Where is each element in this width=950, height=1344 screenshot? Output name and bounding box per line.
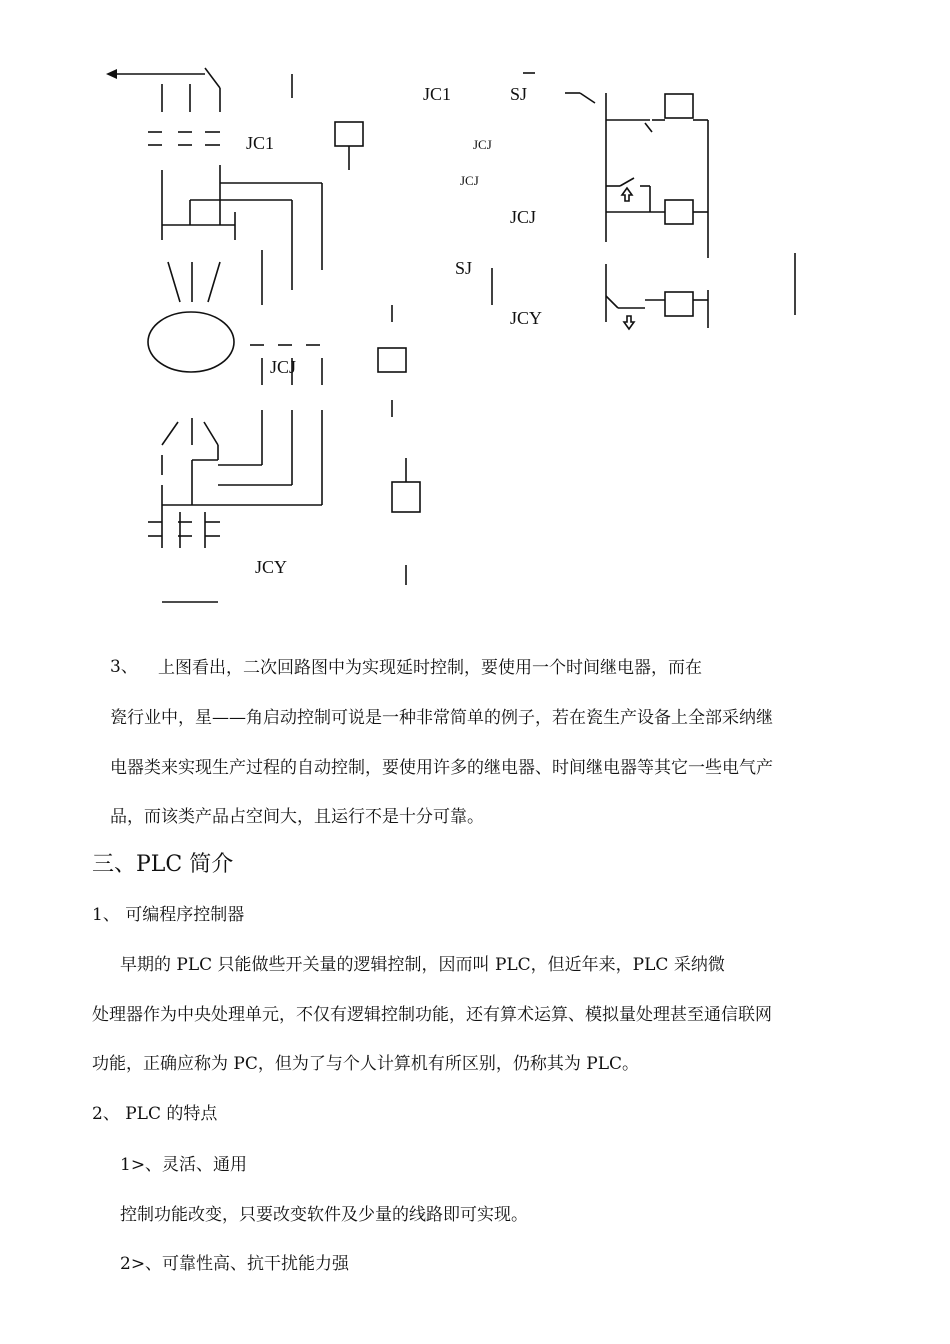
- label-sj-top: SJ: [510, 84, 528, 104]
- paragraph-1-line-2: 处理器作为中央处理单元，不仅有逻辑控制功能，还有算术运算、模拟量处理甚至通信联网: [92, 1005, 772, 1025]
- label-jcj-small-2: JCJ: [460, 173, 479, 188]
- label-jc1-main: JC1: [246, 133, 275, 153]
- paragraph-3-line-1: 上图看出，二次回路图中为实现延时控制，要使用一个时间继电器，而在: [158, 658, 702, 678]
- control-circuit: [492, 73, 795, 329]
- motor-symbol: [148, 312, 234, 372]
- label-jcy-main: JCY: [255, 557, 288, 577]
- label-jcj-ctrl: JCJ: [510, 207, 537, 227]
- label-jcj-small-1: JCJ: [473, 137, 492, 152]
- section-heading: 三、PLC 简介: [92, 852, 234, 877]
- item-1-title: 1>、灵活、通用: [120, 1155, 248, 1175]
- paragraph-3-line-2: 瓷行业中，星——角启动控制可说是一种非常简单的例子，若在瓷生产设备上全部采纳继: [110, 708, 773, 728]
- paragraph-3-line-4: 品，而该类产品占空间大，且运行不是十分可靠。: [110, 807, 484, 827]
- item-1-description: 控制功能改变，只要改变软件及少量的线路即可实现。: [120, 1205, 528, 1225]
- paragraph-3-number: 3、: [110, 657, 138, 677]
- label-jcy-ctrl: JCY: [510, 308, 543, 328]
- subheading-2: 2、 PLC 的特点: [92, 1104, 218, 1124]
- paragraph-1-line-1: 早期的 PLC 只能做些开关量的逻辑控制，因而叫 PLC，但近年来，PLC 采纳微: [120, 955, 725, 975]
- label-sj-mid: SJ: [455, 258, 473, 278]
- item-2-title: 2>、可靠性高、抗干扰能力强: [120, 1254, 350, 1274]
- paragraph-1-line-3: 功能，正确应称为 PC，但为了与个人计算机有所区别，仍称其为 PLC。: [92, 1054, 639, 1074]
- label-jcj-main: JCJ: [270, 357, 297, 377]
- diagram-labels: [246, 84, 542, 577]
- paragraph-3-line-3: 电器类来实现生产过程的自动控制，要使用许多的继电器、时间继电器等其它一些电气产: [110, 758, 773, 778]
- label-jc1-ctrl: JC1: [423, 84, 452, 104]
- subheading-1: 1、 可编程序控制器: [92, 905, 245, 925]
- star-delta-circuit-diagram: [0, 0, 950, 620]
